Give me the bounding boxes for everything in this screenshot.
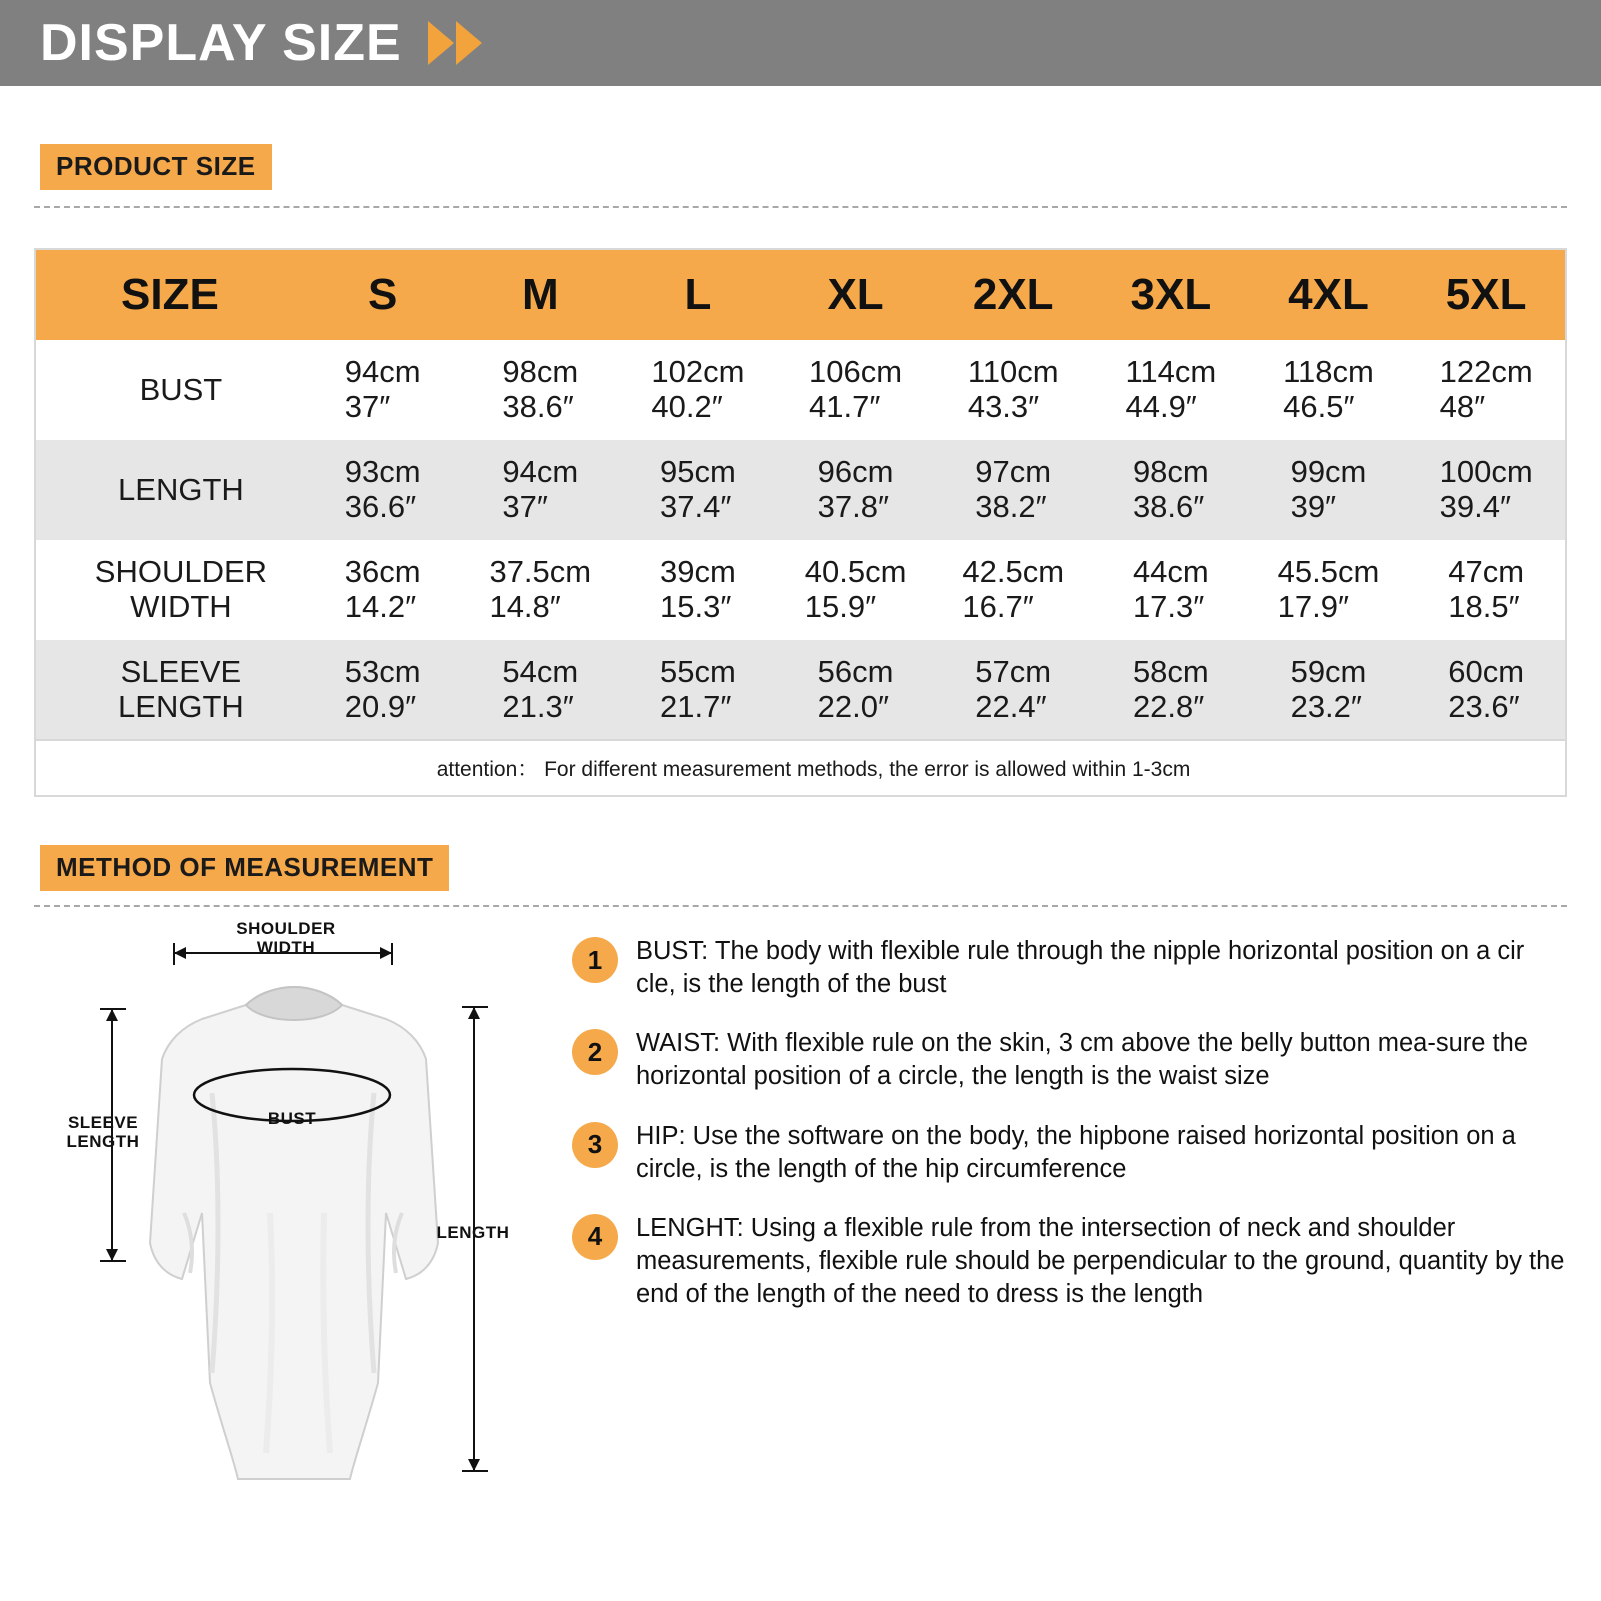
diagram-label-shoulder-width: SHOULDER WIDTH (236, 919, 336, 958)
double-chevron-right-icon (428, 21, 482, 65)
diagram-label-length: LENGTH (436, 1223, 510, 1242)
step-number-3: 3 (572, 1122, 618, 1168)
measurement-steps (554, 913, 1567, 1513)
step-text-2: WAIST: With flexible rule on the skin, 3 cm above the belly button mea-sure the horizontal position of a circle, the length is the waist size (636, 1029, 1528, 1091)
cell-shoulder-l: 39cm 15.3″ (660, 554, 736, 624)
cell-length-5xl: 100cm 39.4″ (1439, 454, 1533, 524)
step-number-2: 2 (572, 1029, 618, 1075)
cell-sleeve-s: 53cm 20.9″ (344, 653, 421, 724)
cell-shoulder-5xl: 47cm 18.5″ (1448, 554, 1525, 624)
column-header-m: M (521, 270, 559, 319)
diagram-label-sleeve-length: SLEEVE LENGTH (66, 1113, 140, 1152)
product-size-label: PRODUCT SIZE (40, 144, 272, 190)
cell-shoulder-3xl: 44cm 17.3″ (1132, 554, 1209, 624)
display-size-banner (0, 0, 1601, 86)
cell-bust-m: 98cm 38.6″ (502, 354, 579, 424)
table-row-shoulder-width (36, 540, 1565, 640)
column-header-3xl: 3XL (1130, 270, 1212, 319)
cell-shoulder-xl: 40.5cm 15.9″ (804, 554, 907, 624)
cell-sleeve-5xl: 60cm 23.6″ (1448, 653, 1525, 724)
cell-bust-4xl: 118cm 46.5″ (1283, 354, 1374, 424)
cell-sleeve-xl: 56cm 22.0″ (817, 653, 894, 724)
cell-bust-xl: 106cm 41.7″ (809, 354, 903, 424)
cell-shoulder-s: 36cm 14.2″ (344, 554, 421, 624)
cell-sleeve-4xl: 59cm 23.2″ (1290, 653, 1367, 724)
banner-title: DISPLAY SIZE (40, 14, 402, 72)
measurement-diagram (34, 913, 554, 1513)
column-header-l: L (684, 270, 712, 319)
product-size-header (40, 144, 1601, 190)
cell-sleeve-m: 54cm 21.3″ (502, 653, 579, 724)
divider-dashed-bottom (34, 905, 1567, 907)
step-text-1: BUST: The body with flexible rule through the nipple horizontal position on a cir cle, is the length of the bust (636, 937, 1525, 999)
method-header (40, 845, 1601, 891)
table-row-bust (36, 340, 1565, 440)
step-item-hip (572, 1120, 1567, 1186)
step-item-bust (572, 935, 1567, 1001)
cell-sleeve-l: 55cm 21.7″ (660, 653, 736, 724)
row-label-bust: BUST (139, 371, 223, 407)
step-number-1: 1 (572, 937, 618, 983)
cell-sleeve-2xl: 57cm 22.4″ (975, 653, 1052, 724)
cell-bust-2xl: 110cm 43.3″ (967, 354, 1059, 424)
cell-length-2xl: 97cm 38.2″ (975, 454, 1052, 524)
row-label-length: LENGTH (118, 471, 244, 507)
table-row-attention (36, 740, 1565, 795)
cell-shoulder-2xl: 42.5cm 16.7″ (962, 554, 1065, 624)
chevron-right-icon-1 (428, 21, 454, 65)
step-text-4: LENGHT: Using a flexible rule from the intersection of neck and shoulder measurements, flexible rule should be perpendicular to the ground, quantity by the end of the length of the need to dress is the length (636, 1213, 1565, 1309)
cell-length-s: 93cm 36.6″ (344, 454, 421, 524)
product-size-table (34, 248, 1567, 797)
column-header-xl: XL (827, 270, 884, 319)
diagram-label-bust: BUST (267, 1109, 317, 1128)
cell-sleeve-3xl: 58cm 22.8″ (1132, 653, 1209, 724)
cell-length-m: 94cm 37″ (502, 454, 579, 524)
cell-bust-l: 102cm 40.2″ (651, 354, 745, 424)
row-label-shoulder-width: SHOULDER WIDTH (94, 554, 268, 624)
method-label: METHOD OF MEASUREMENT (40, 845, 449, 891)
cell-length-xl: 96cm 37.8″ (817, 454, 894, 524)
table-row-sleeve-length (36, 640, 1565, 740)
cell-shoulder-4xl: 45.5cm 17.9″ (1277, 554, 1380, 624)
cell-length-l: 95cm 37.4″ (660, 454, 736, 524)
cell-length-3xl: 98cm 38.6″ (1132, 454, 1209, 524)
chevron-right-icon-2 (456, 21, 482, 65)
cell-bust-s: 94cm 37″ (344, 354, 421, 424)
column-header-5xl: 5XL (1445, 270, 1527, 319)
cell-bust-5xl: 122cm 48″ (1439, 354, 1533, 424)
cell-shoulder-m: 37.5cm 14.8″ (489, 554, 592, 624)
column-header-size: SIZE (121, 270, 219, 319)
step-text-3: HIP: Use the software on the body, the hipbone raised horizontal position on a circle, is the length of the hip circumference (636, 1121, 1516, 1183)
table-header-row (36, 250, 1565, 340)
column-header-s: S (367, 270, 398, 319)
step-item-waist (572, 1027, 1567, 1093)
method-section (34, 913, 1567, 1513)
column-header-2xl: 2XL (972, 270, 1054, 319)
cell-length-4xl: 99cm 39″ (1290, 454, 1367, 524)
divider-dashed-top (34, 206, 1567, 208)
table-row-length (36, 440, 1565, 540)
step-item-length (572, 1212, 1567, 1311)
attention-note: attention： For different measurement methods, the error is allowed within 1-3cm (36, 740, 1565, 795)
column-header-4xl: 4XL (1288, 270, 1369, 319)
row-label-sleeve-length: SLEEVE LENGTH (118, 653, 244, 724)
dress-illustration (34, 913, 554, 1513)
step-number-4: 4 (572, 1214, 618, 1260)
cell-bust-3xl: 114cm 44.9″ (1125, 354, 1217, 424)
